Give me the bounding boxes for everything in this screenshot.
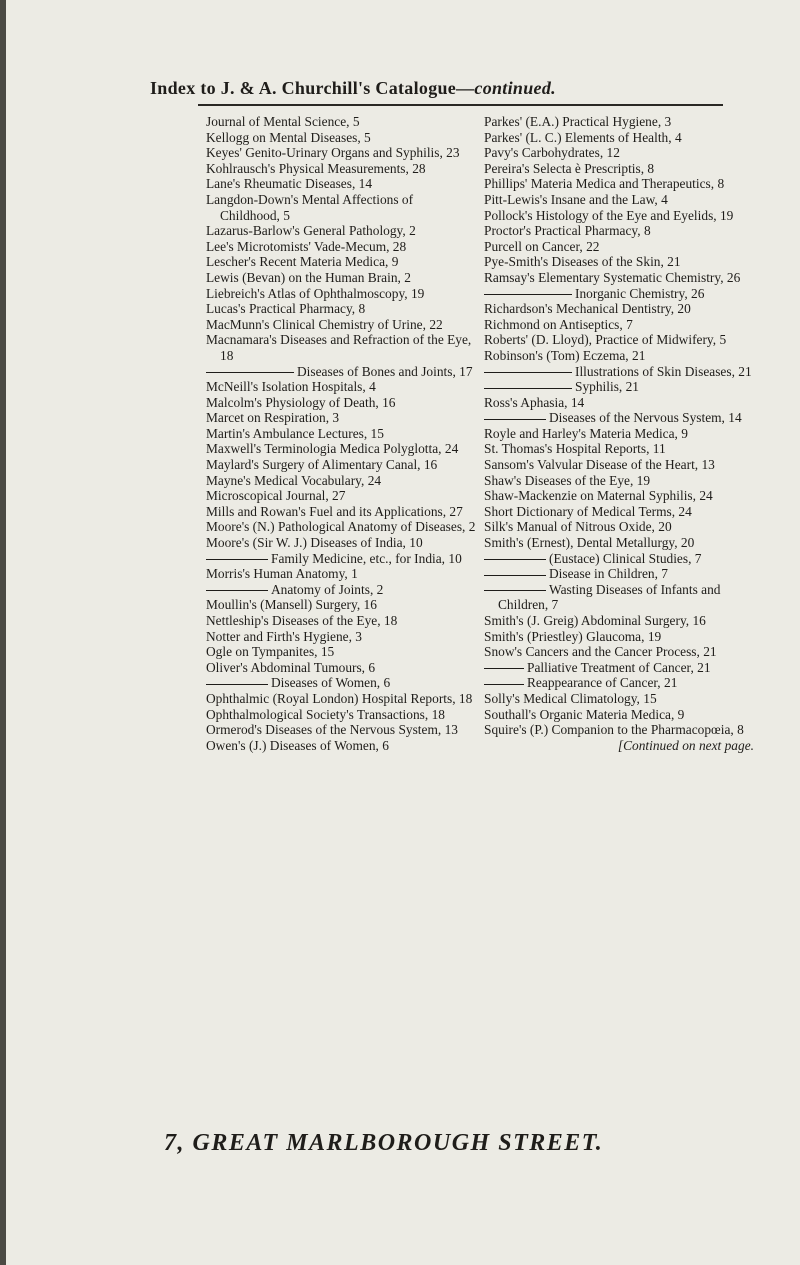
index-entry-text: Smith's (J. Greig) Abdominal Surgery, 16 xyxy=(484,613,706,628)
continued-note: [Continued on next page. xyxy=(617,737,754,753)
index-entry xyxy=(484,223,754,239)
index-entry xyxy=(484,707,754,723)
index-entry-text: Parkes' (E.A.) Practical Hygiene, 3 xyxy=(484,114,672,129)
ditto-rule xyxy=(484,388,572,389)
index-entry-text: Langdon-Down's Mental Affections of Childhood, 5 xyxy=(206,191,414,223)
index-entry xyxy=(206,566,476,582)
index-entry-text: Keyes' Genito-Urinary Organs and Syphilis, 23 xyxy=(206,145,460,161)
index-entry xyxy=(484,660,754,676)
index-entry-text: Pitt-Lewis's Insane and the Law, 4 xyxy=(484,191,668,207)
index-entry xyxy=(484,473,754,489)
index-column-left xyxy=(206,114,476,753)
index-entry xyxy=(484,644,754,660)
index-entry-text: Lescher's Recent Materia Medica, 9 xyxy=(206,254,399,270)
index-entry-text: Journal of Mental Science, 5 xyxy=(206,114,360,129)
index-entry-text: Wasting Diseases of Infants and Children, 7 xyxy=(498,581,721,613)
ditto-rule xyxy=(484,590,546,591)
index-entry xyxy=(206,192,476,223)
index-entry-text: Lane's Rheumatic Diseases, 14 xyxy=(206,176,373,192)
index-entry-text: Illustrations of Skin Diseases, 21 xyxy=(575,363,752,379)
index-entry-text: Mayne's Medical Vocabulary, 24 xyxy=(206,472,382,488)
index-entry xyxy=(206,301,476,317)
index-entry-text: McNeill's Isolation Hospitals, 4 xyxy=(206,379,376,395)
ditto-rule xyxy=(484,372,572,373)
index-entry xyxy=(484,130,754,146)
index-entry xyxy=(484,519,754,535)
index-entry xyxy=(484,270,754,286)
index-entry xyxy=(206,535,476,551)
ditto-rule xyxy=(206,684,268,685)
index-entry-text: Moullin's (Mansell) Surgery, 16 xyxy=(206,597,377,613)
index-entry-text: Parkes' (L. C.) Elements of Health, 4 xyxy=(484,129,682,145)
index-entry xyxy=(206,114,476,130)
index-entry-text: Pavy's Carbohydrates, 12 xyxy=(484,145,620,161)
index-entry xyxy=(206,395,476,411)
ditto-rule xyxy=(206,590,268,591)
index-entry xyxy=(484,504,754,520)
index-entry-text: Snow's Cancers and the Cancer Process, 21 xyxy=(484,644,717,660)
index-entry-text: Shaw-Mackenzie on Maternal Syphilis, 24 xyxy=(484,488,713,504)
ditto-rule xyxy=(484,668,524,669)
index-entry-text: Ophthalmological Society's Transactions, 18 xyxy=(206,706,445,722)
index-entry-text: Proctor's Practical Pharmacy, 8 xyxy=(484,223,651,239)
index-entry xyxy=(206,629,476,645)
index-entry xyxy=(484,114,754,130)
index-entry-text: Liebreich's Atlas of Ophthalmoscopy, 19 xyxy=(206,285,425,301)
index-entry xyxy=(484,176,754,192)
ditto-rule xyxy=(484,419,546,420)
index-entry-text: Oliver's Abdominal Tumours, 6 xyxy=(206,659,376,675)
ditto-rule xyxy=(206,372,294,373)
index-entry-text: Lucas's Practical Pharmacy, 8 xyxy=(206,301,366,317)
index-entry-text: Ogle on Tympanites, 15 xyxy=(206,644,335,660)
ditto-rule xyxy=(484,575,546,576)
index-entry xyxy=(206,551,476,567)
index-entry-text: Purcell on Cancer, 22 xyxy=(484,238,600,254)
index-entry xyxy=(206,379,476,395)
index-entry-text: Richardson's Mechanical Dentistry, 20 xyxy=(484,301,691,317)
index-entry-text: Malcolm's Physiology of Death, 16 xyxy=(206,394,396,410)
index-entry xyxy=(206,675,476,691)
index-entry xyxy=(484,286,754,302)
index-entry xyxy=(206,145,476,161)
index-entry xyxy=(206,597,476,613)
index-entry xyxy=(206,707,476,723)
index-entry-text: Southall's Organic Materia Medica, 9 xyxy=(484,706,685,722)
index-entry xyxy=(484,145,754,161)
index-entry xyxy=(206,286,476,302)
index-entry xyxy=(484,379,754,395)
ditto-rule xyxy=(484,684,524,685)
index-entry-text: Lazarus-Barlow's General Pathology, 2 xyxy=(206,223,416,239)
index-entry xyxy=(206,176,476,192)
index-entry xyxy=(484,457,754,473)
index-entry xyxy=(484,395,754,411)
index-entry-text: Sansom's Valvular Disease of the Heart, 13 xyxy=(484,457,715,473)
index-entry-text: Smith's (Ernest), Dental Metallurgy, 20 xyxy=(484,535,695,551)
index-entry xyxy=(484,208,754,224)
index-entry xyxy=(484,254,754,270)
index-entry-text: Moore's (Sir W. J.) Diseases of India, 10 xyxy=(206,535,423,551)
index-entry xyxy=(484,364,754,380)
index-entry-text: Morris's Human Anatomy, 1 xyxy=(206,566,358,582)
index-entry-text: Squire's (P.) Companion to the Pharmacopœia, 8 xyxy=(484,722,744,738)
index-entry-text: Macnamara's Diseases and Refraction of the Eye, 18 xyxy=(206,332,472,363)
ditto-rule xyxy=(484,559,546,560)
index-entry-text: Owen's (J.) Diseases of Women, 6 xyxy=(206,737,389,753)
index-entry-text: (Eustace) Clinical Studies, 7 xyxy=(549,550,702,566)
index-entry xyxy=(484,301,754,317)
index-entry xyxy=(484,582,754,613)
index-entry xyxy=(206,691,476,707)
index-entry xyxy=(206,504,476,520)
index-entry-text: Roberts' (D. Lloyd), Practice of Midwifery, 5 xyxy=(484,332,727,348)
index-entry xyxy=(206,332,476,363)
index-entry xyxy=(206,582,476,598)
index-entry-text: Short Dictionary of Medical Terms, 24 xyxy=(484,503,692,519)
index-entry xyxy=(484,629,754,645)
index-entry xyxy=(206,660,476,676)
index-entry-text: Anatomy of Joints, 2 xyxy=(271,581,384,597)
index-entry-text: Diseases of Bones and Joints, 17 xyxy=(297,363,473,379)
index-entry-text: Maxwell's Terminologia Medica Polyglotta, 24 xyxy=(206,441,459,457)
index-entry-text: MacMunn's Clinical Chemistry of Urine, 22 xyxy=(206,316,443,332)
index-entry xyxy=(206,722,476,738)
index-entry-text: St. Thomas's Hospital Reports, 11 xyxy=(484,441,666,457)
index-entry xyxy=(206,473,476,489)
index-entry xyxy=(206,738,476,754)
header-title: Index to J. & A. Churchill's Catalogue— xyxy=(150,78,475,98)
index-entry xyxy=(206,457,476,473)
index-entry xyxy=(484,348,754,364)
index-entry xyxy=(206,254,476,270)
index-entry xyxy=(206,441,476,457)
index-entry xyxy=(206,239,476,255)
index-entry-text: Diseases of Women, 6 xyxy=(271,675,391,691)
index-entry xyxy=(484,441,754,457)
index-entry-text: Microscopical Journal, 27 xyxy=(206,488,346,504)
index-entry-text: Moore's (N.) Pathological Anatomy of Diseases, 2 xyxy=(206,519,476,535)
index-entry-text: Martin's Ambulance Lectures, 15 xyxy=(206,425,384,441)
index-entry-text: Mills and Rowan's Fuel and its Applications, 27 xyxy=(206,503,463,519)
index-entry xyxy=(484,239,754,255)
index-entry xyxy=(484,426,754,442)
index-entry xyxy=(206,519,476,535)
index-entry xyxy=(484,332,754,348)
index-entry xyxy=(206,161,476,177)
page-header xyxy=(150,78,750,99)
index-entry xyxy=(484,675,754,691)
index-entry-text: Ross's Aphasia, 14 xyxy=(484,394,585,410)
ditto-rule xyxy=(206,559,268,560)
header-rule xyxy=(198,104,723,106)
index-entry xyxy=(484,488,754,504)
index-entry-text: Solly's Medical Climatology, 15 xyxy=(484,690,657,706)
index-entry-text: Ramsay's Elementary Systematic Chemistry, 26 xyxy=(484,269,741,285)
index-entry xyxy=(206,426,476,442)
index-entry-text: Inorganic Chemistry, 26 xyxy=(575,285,705,301)
index-entry xyxy=(206,410,476,426)
index-entry-text: Kellogg on Mental Diseases, 5 xyxy=(206,129,371,145)
index-entry-text: Syphilis, 21 xyxy=(575,379,639,395)
index-entry-text: Pollock's Histology of the Eye and Eyelids, 19 xyxy=(484,207,734,223)
index-entry-text: Marcet on Respiration, 3 xyxy=(206,410,340,426)
index-entry xyxy=(206,317,476,333)
index-entry-text: Reappearance of Cancer, 21 xyxy=(527,675,678,691)
index-entry-text: Nettleship's Diseases of the Eye, 18 xyxy=(206,613,398,628)
index-entry xyxy=(206,270,476,286)
index-entry xyxy=(484,613,754,629)
index-entry xyxy=(206,644,476,660)
index-entry-text: Notter and Firth's Hygiene, 3 xyxy=(206,628,363,644)
header-continued: continued. xyxy=(474,78,556,98)
index-entry xyxy=(206,364,476,380)
index-entry xyxy=(484,192,754,208)
index-entry xyxy=(484,566,754,582)
index-entry-text: Silk's Manual of Nitrous Oxide, 20 xyxy=(484,519,672,535)
index-entry-text: Robinson's (Tom) Eczema, 21 xyxy=(484,347,646,363)
index-entry-text: Royle and Harley's Materia Medica, 9 xyxy=(484,425,688,441)
index-entry xyxy=(484,161,754,177)
index-entry-text: Maylard's Surgery of Alimentary Canal, 16 xyxy=(206,457,438,473)
index-entry xyxy=(206,613,476,629)
index-entry-text: Phillips' Materia Medica and Therapeutics, 8 xyxy=(484,176,725,192)
index-entry-text: Ormerod's Diseases of the Nervous System, 13 xyxy=(206,722,458,738)
index-entry xyxy=(484,691,754,707)
index-entry-text: Lee's Microtomists' Vade-Mecum, 28 xyxy=(206,238,407,254)
index-entry xyxy=(206,130,476,146)
index-entry-text: Smith's (Priestley) Glaucoma, 19 xyxy=(484,628,662,644)
index-entry xyxy=(484,722,754,738)
footer-address: 7, GREAT MARLBOROUGH STREET. xyxy=(164,1130,604,1156)
index-entry-text: Disease in Children, 7 xyxy=(549,566,669,582)
index-entry xyxy=(484,410,754,426)
index-column-right xyxy=(484,114,754,753)
index-entry xyxy=(206,223,476,239)
index-entry-text: Ophthalmic (Royal London) Hospital Reports, 18 xyxy=(206,690,473,706)
index-entry-text: Palliative Treatment of Cancer, 21 xyxy=(527,659,711,675)
index-entry xyxy=(484,535,754,551)
index-entry-text: Diseases of the Nervous System, 14 xyxy=(549,410,742,426)
index-entry-text: Family Medicine, etc., for India, 10 xyxy=(271,550,462,566)
index-entry-text: Shaw's Diseases of the Eye, 19 xyxy=(484,472,651,488)
index-entry-text: Lewis (Bevan) on the Human Brain, 2 xyxy=(206,269,411,285)
index-entry-text: Richmond on Antiseptics, 7 xyxy=(484,316,633,332)
page-edge xyxy=(0,0,6,1265)
index-entry xyxy=(484,551,754,567)
index-entry xyxy=(206,488,476,504)
index-entry-text: Pereira's Selecta è Prescriptis, 8 xyxy=(484,160,655,176)
index-entry-text: Pye-Smith's Diseases of the Skin, 21 xyxy=(484,254,681,270)
index-entry xyxy=(484,317,754,333)
index-entry-text: Kohlrausch's Physical Measurements, 28 xyxy=(206,160,426,176)
ditto-rule xyxy=(484,294,572,295)
